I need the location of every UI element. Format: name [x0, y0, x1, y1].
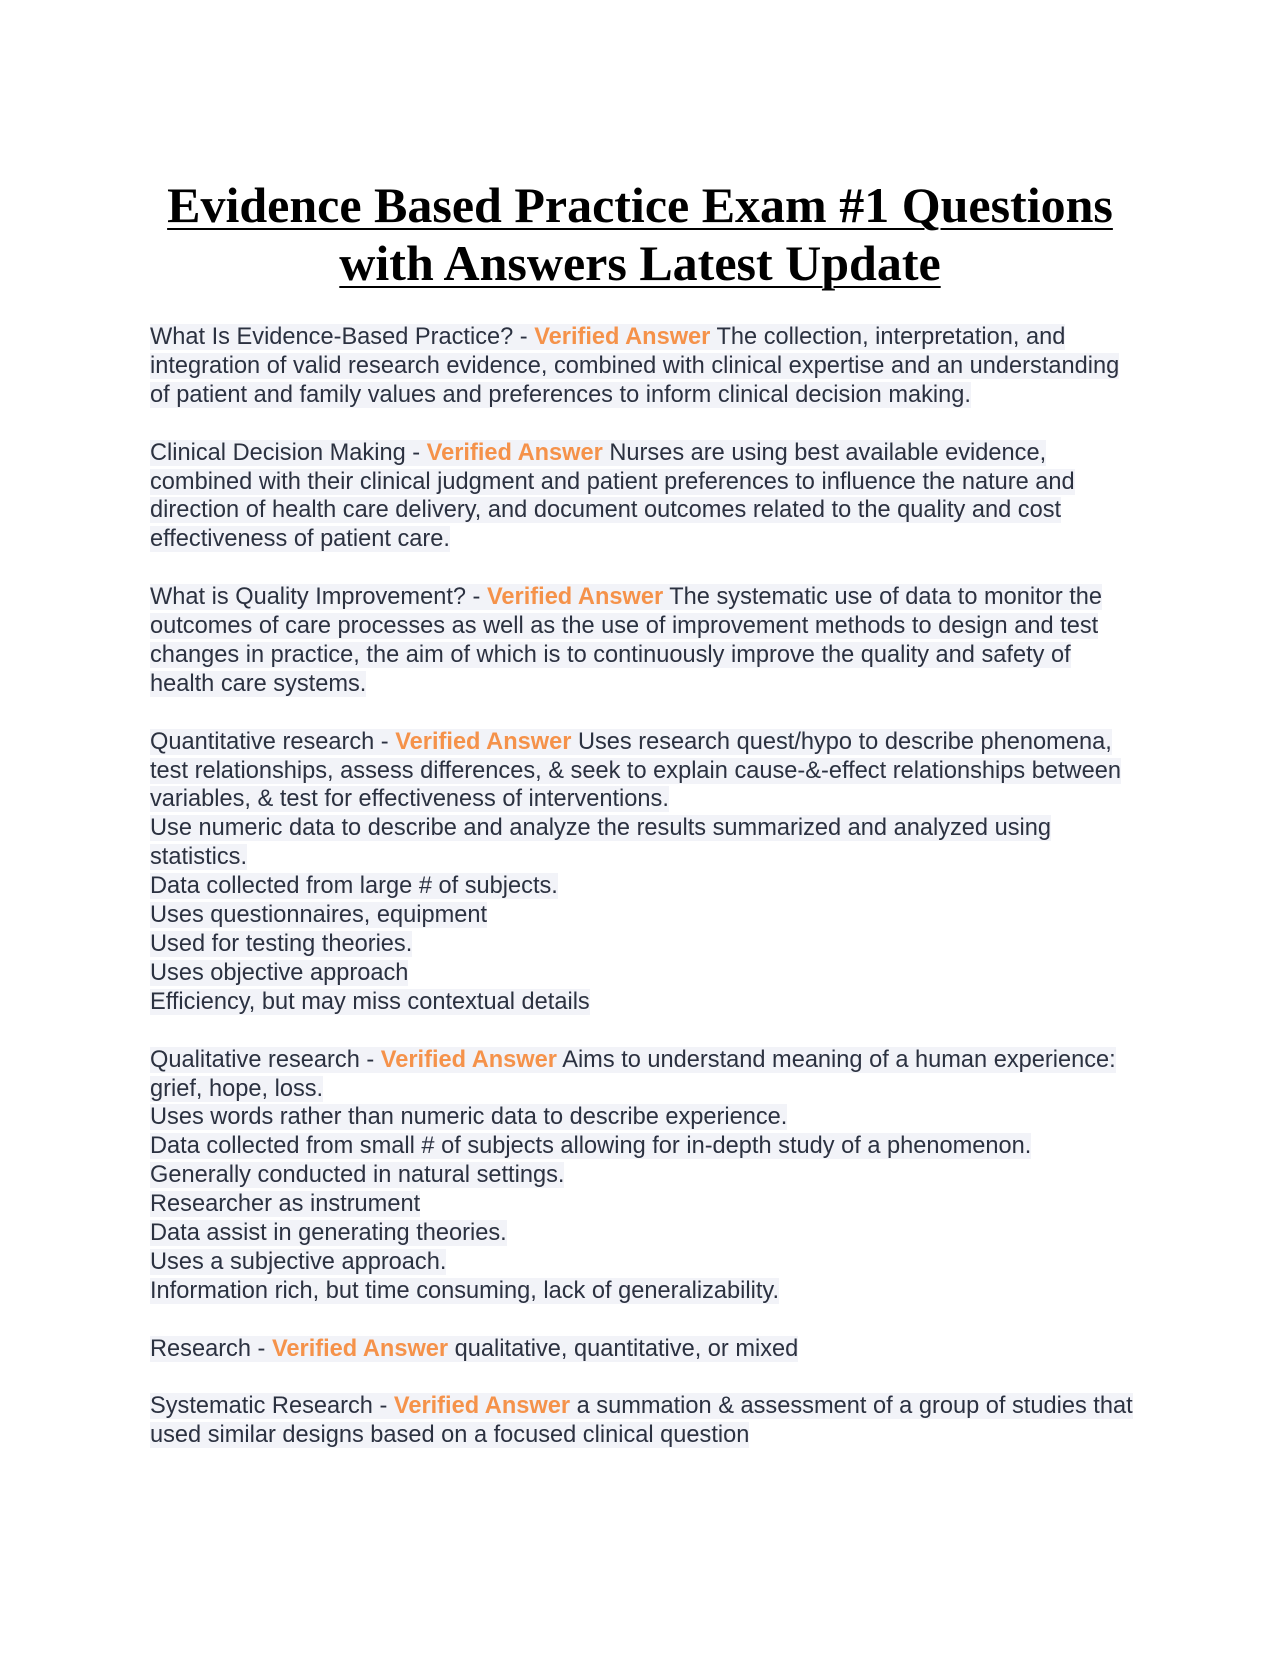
answer-text: The collection, interpretation, and integration of valid research evidence, combined with clinical expertise and an understanding of patient and family values and preferences to inform clinical decision making.: [150, 324, 1120, 408]
answer-line: Information rich, but time consuming, lack of generalizability.: [150, 1277, 780, 1304]
verified-answer-label: Verified Answer: [271, 1335, 449, 1362]
qa-list: [150, 323, 1140, 1479]
question-term: What is Quality Improvement? -: [150, 584, 487, 611]
qa-body: [150, 1047, 1116, 1102]
verified-answer-label: Verified Answer: [393, 1393, 571, 1420]
question-term: Quantitative research -: [150, 728, 396, 755]
answer-text: Aims to understand meaning of a human experience: grief, hope, loss.: [150, 1046, 1116, 1102]
verified-answer-label: Verified Answer: [380, 1046, 557, 1073]
question-term: What Is Evidence-Based Practice? -: [150, 324, 535, 350]
answer-line: Uses questionnaires, equipment: [150, 902, 488, 929]
answer-line: Used for testing theories.: [150, 930, 413, 957]
question-term: Systematic Research -: [150, 1393, 394, 1420]
qa-body: [150, 729, 1121, 813]
qa-entry: [150, 1392, 1140, 1450]
title-line-1: Evidence Based Practice Exam #1 Questions: [167, 177, 1113, 233]
qa-body: [150, 584, 1102, 697]
qa-body: [150, 324, 1119, 408]
verified-answer-label: Verified Answer: [426, 439, 603, 466]
qa-entry: [150, 583, 1140, 699]
answer-line: Researcher as instrument: [150, 1191, 421, 1218]
answer-line: Uses a subjective approach.: [150, 1248, 447, 1275]
answer-text: qualitative, quantitative, or mixed: [448, 1335, 799, 1362]
qa-entry: [150, 323, 1140, 410]
answer-line: Uses words rather than numeric data to describe experience.: [150, 1104, 788, 1131]
answer-text: a summation & assessment of a group of studies that used similar designs based on a focused clinical question: [150, 1393, 1133, 1449]
document-title: [150, 176, 1130, 292]
qa-body: [150, 1393, 1133, 1448]
verified-answer-label: Verified Answer: [534, 324, 711, 350]
answer-line: Uses objective approach: [150, 959, 409, 986]
qa-entry: [150, 1335, 1140, 1364]
answer-text: The systematic use of data to monitor the outcomes of care processes as well as the use of improvement methods to design and test changes in practice, the aim of which is to continuously improve the quality and safety of health care systems.: [150, 584, 1103, 697]
answer-line: Data collected from large # of subjects.: [150, 873, 558, 900]
title-line-2: with Answers Latest Update: [339, 235, 941, 291]
answer-line: Data assist in generating theories.: [150, 1220, 507, 1247]
question-term: Research -: [150, 1335, 272, 1362]
qa-body: [150, 1336, 798, 1362]
answer-text: Uses research quest/hypo to describe phenomena, test relationships, assess differences, & seek to explain cause-&-effect relationships between variables, & test for effectiveness of interventions.: [150, 728, 1121, 813]
answer-line: Efficiency, but may miss contextual details: [150, 988, 590, 1015]
verified-answer-label: Verified Answer: [486, 584, 664, 611]
qa-body: [150, 440, 1075, 553]
qa-entry: [150, 439, 1140, 555]
answer-line: Generally conducted in natural settings.: [150, 1162, 565, 1189]
verified-answer-label: Verified Answer: [395, 728, 572, 755]
answer-text: Nurses are using best available evidence, combined with their clinical judgment and patient preferences to influence the nature and direction of health care delivery, and document outcomes related to the quality and cost effectiveness of patient care.: [150, 439, 1075, 553]
answer-line: Use numeric data to describe and analyze the results summarized and analyzed using statistics.: [150, 815, 1051, 871]
qa-entry: [150, 728, 1140, 1017]
qa-entry: [150, 1046, 1140, 1306]
question-term: Clinical Decision Making -: [150, 439, 427, 466]
answer-line: Data collected from small # of subjects allowing for in-depth study of a phenomenon.: [150, 1133, 1032, 1160]
question-term: Qualitative research -: [150, 1046, 381, 1073]
